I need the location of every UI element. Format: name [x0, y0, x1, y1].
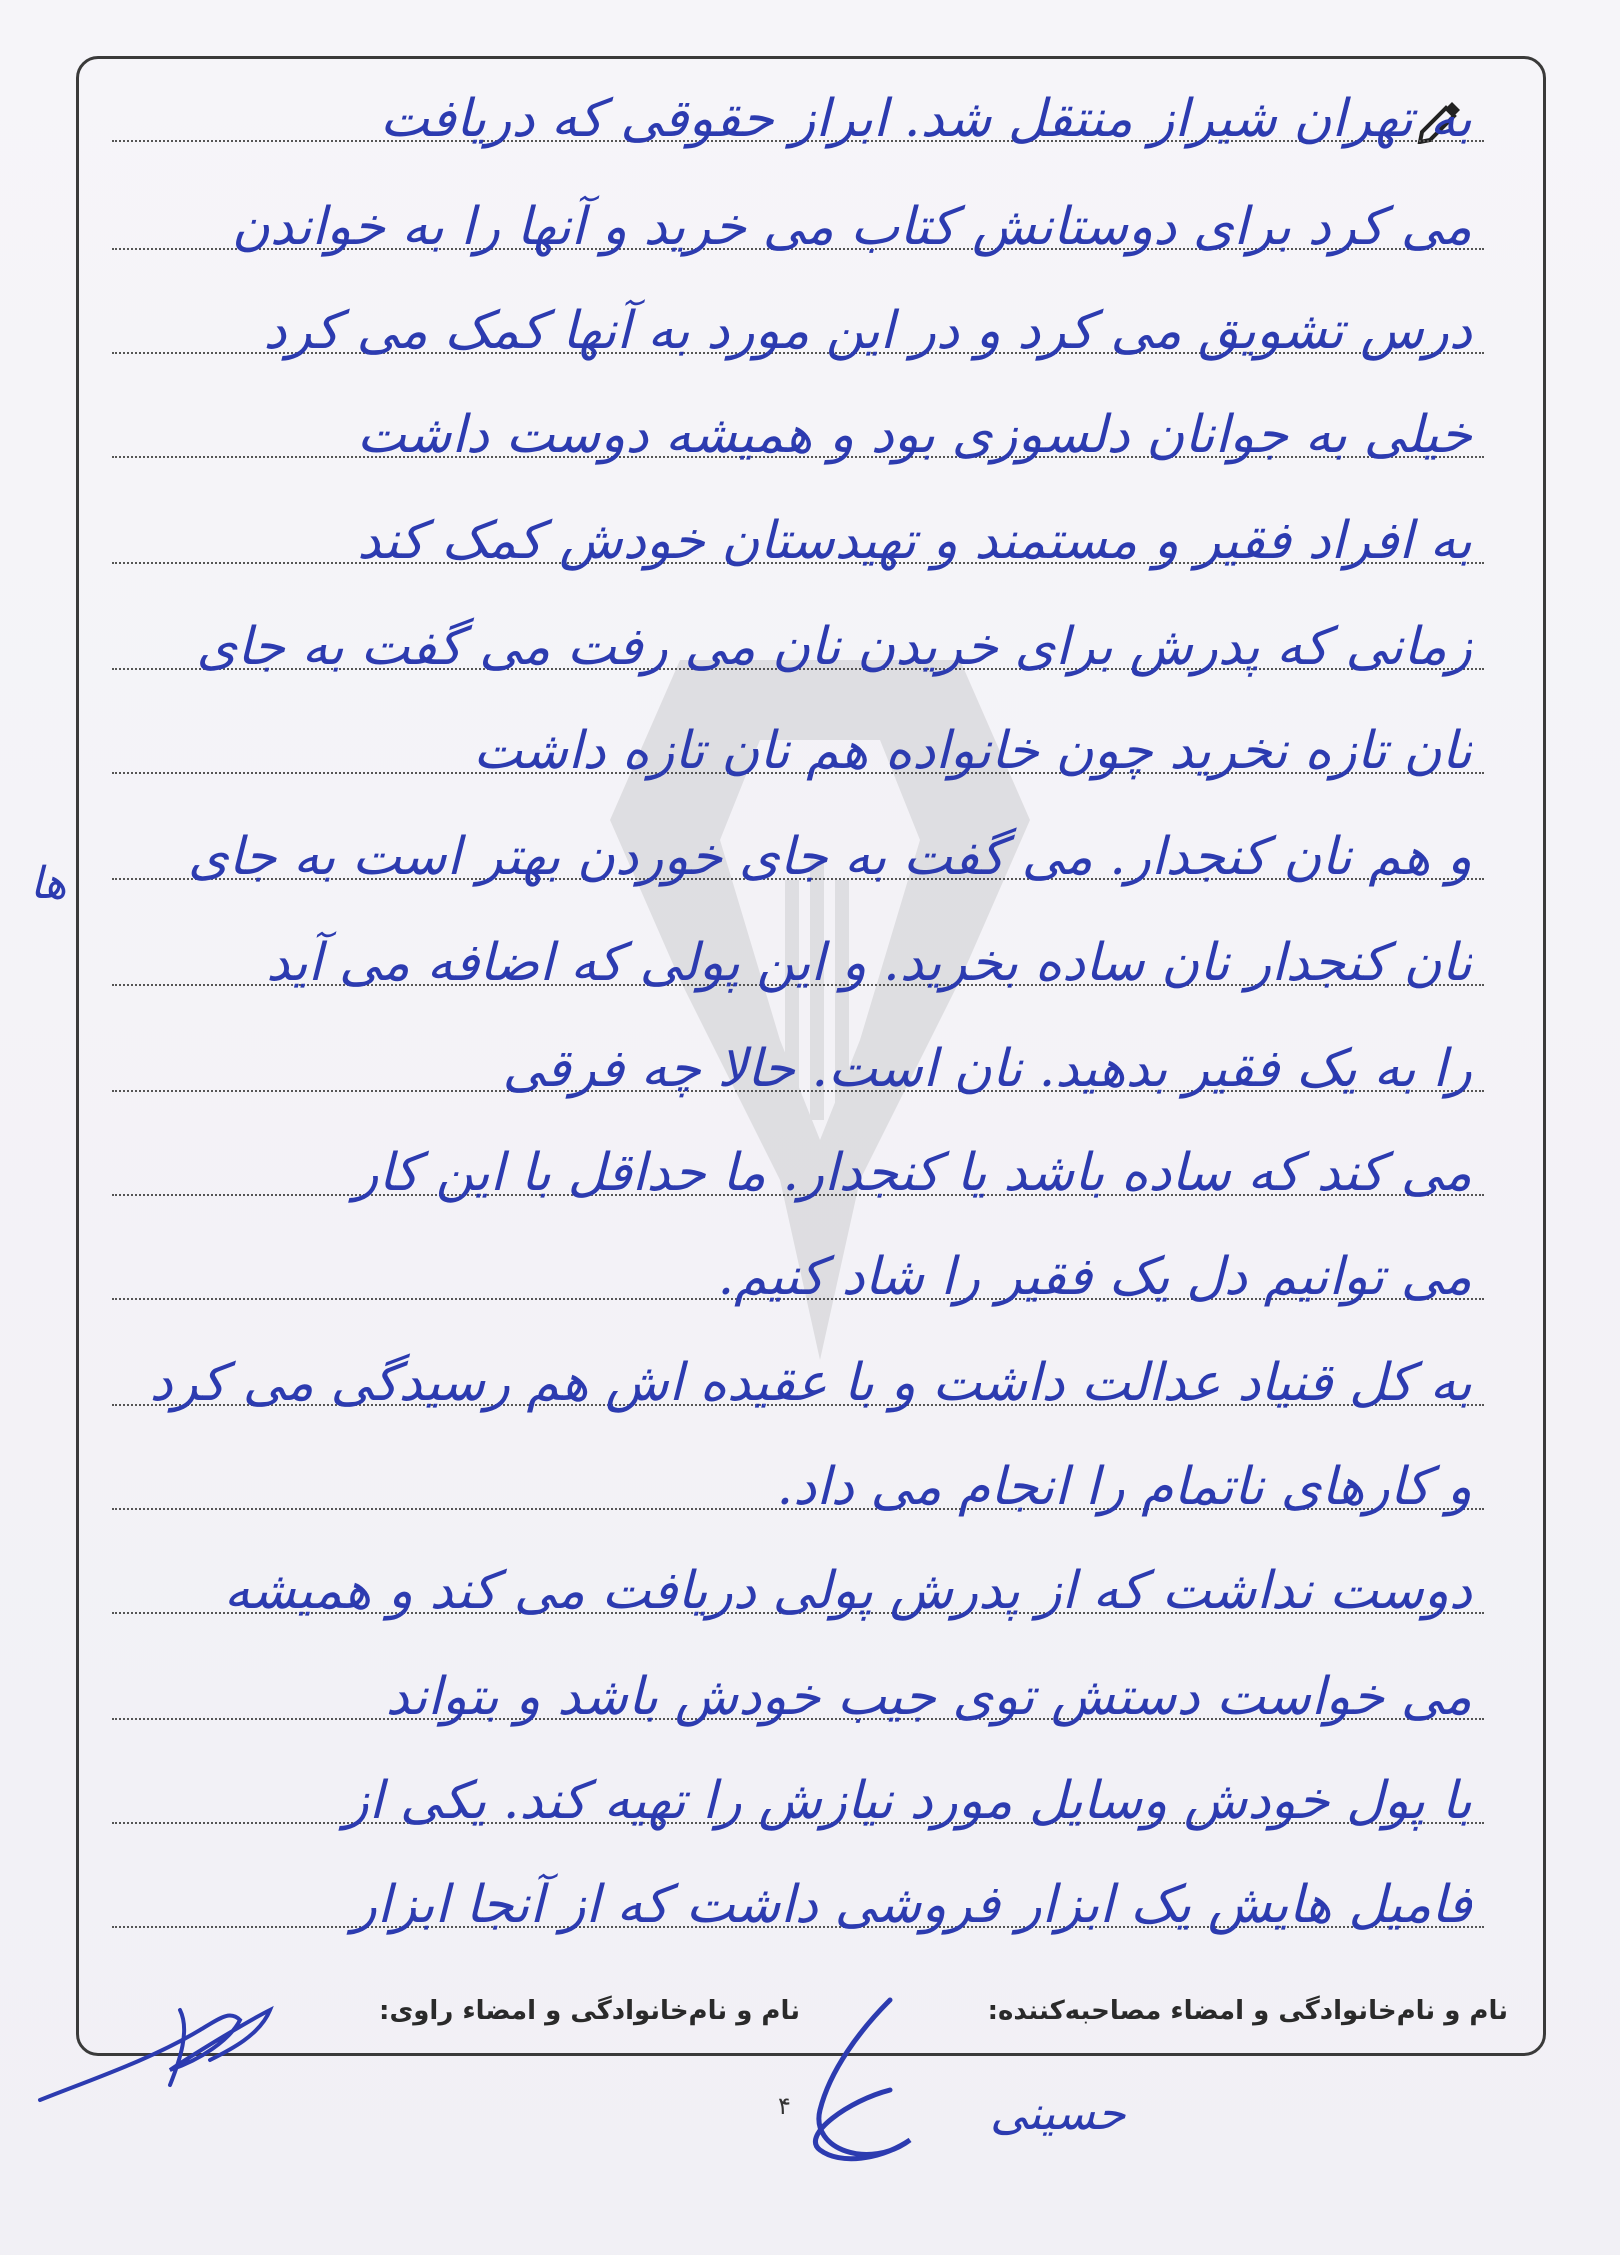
handwritten-line: به تهران شیراز منتقل شد. ابراز حقوقی که دریافت	[380, 89, 1472, 149]
handwritten-line: و هم نان کنجدار. می گفت به جای خوردن بهتر است به جای	[187, 827, 1472, 887]
handwritten-line: می کرد برای دوستانش کتاب می خرید و آنها را به خواندن	[231, 197, 1472, 257]
interviewer-signature-label: نام و نام‌خانوادگی و امضاء مصاحبه‌کننده:	[987, 1996, 1508, 2026]
handwritten-line: زمانی که پدرش برای خریدن نان می رفت می گفت به جای	[196, 617, 1472, 677]
interviewer-name: حسینی	[990, 2086, 1126, 2140]
handwritten-line: می توانیم دل یک فقیر را شاد کنیم.	[717, 1247, 1472, 1307]
interviewer-signature-icon	[760, 1990, 960, 2190]
handwritten-line: خیلی به جوانان دلسوزی بود و همیشه دوست داشت	[356, 405, 1472, 465]
handwritten-line: به کل قنیاد عدالت داشت و با عقیده اش هم رسیدگی می کرد	[149, 1353, 1472, 1413]
page-number: ۴	[778, 2092, 791, 2120]
handwritten-line: می کند که ساده باشد یا کنجدار. ما حداقل با این کار	[353, 1143, 1472, 1203]
handwritten-line: نان کنجدار نان ساده بخرید. و این پولی که اضافه می آید	[266, 933, 1472, 993]
handwritten-line: و کارهای ناتمام را انجام می داد.	[776, 1457, 1472, 1517]
handwritten-line: فامیل هایش یک ابزار فروشی داشت که از آنجا ابزار	[351, 1875, 1472, 1935]
handwritten-line: می خواست دستش توی جیب خودش باشد و بتواند	[385, 1667, 1472, 1727]
handwritten-line: درس تشویق می کرد و در این مورد به آنها کمک می کرد	[263, 301, 1472, 361]
handwritten-line: نان تازه نخرید چون خانواده هم نان تازه داشت	[473, 721, 1472, 781]
handwritten-line: به افراد فقیر و مستمند و تهیدستان خودش کمک کند	[357, 511, 1472, 571]
handwritten-line: با پول خودش وسایل مورد نیازش را تهیه کند. یکی از	[343, 1771, 1472, 1831]
handwritten-line: را به یک فقیر بدهید. نان است. حالا چه فرقی	[502, 1039, 1472, 1099]
narrator-signature-label: نام و نام‌خانوادگی و امضاء راوی:	[379, 1996, 800, 2026]
margin-note: ها	[30, 858, 67, 909]
handwritten-line: دوست نداشت که از پدرش پولی دریافت می کند و همیشه	[223, 1561, 1472, 1621]
narrator-signature-icon	[30, 1990, 290, 2110]
